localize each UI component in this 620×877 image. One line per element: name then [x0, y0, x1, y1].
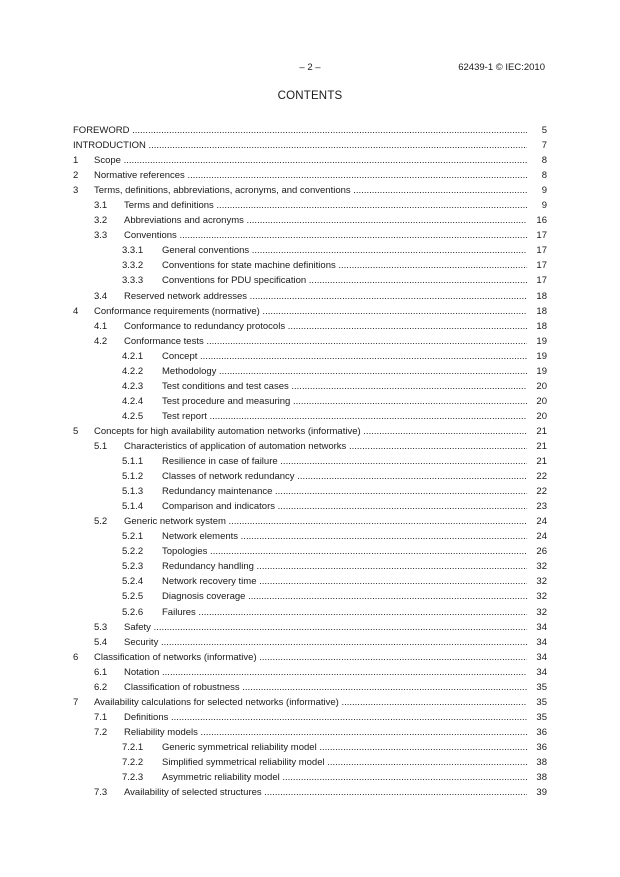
toc-entry-page: 8: [527, 168, 547, 183]
toc-entry-page: 34: [527, 635, 547, 650]
toc-entry-label: FOREWORD .....: [73, 123, 527, 138]
toc-entry[interactable]: [73, 740, 547, 755]
toc-entry-number: 5.1.1: [122, 456, 144, 468]
toc-entry-label: Classification of networks (informative) .....: [94, 650, 527, 665]
toc-entry-page: 18: [527, 304, 547, 319]
toc-entry-page: 22: [527, 469, 547, 484]
toc-entry-page: 34: [527, 620, 547, 635]
toc-entry-page: 21: [527, 424, 547, 439]
toc-entry[interactable]: [73, 439, 547, 454]
toc-entry-number: 5.3: [94, 621, 108, 633]
toc-entry[interactable]: [73, 680, 547, 695]
toc-entry[interactable]: [73, 228, 547, 243]
toc-entry[interactable]: [73, 213, 547, 228]
toc-entry[interactable]: [73, 183, 547, 198]
toc-entry-number: 4: [73, 305, 79, 317]
toc-entry-number: 3.2: [94, 215, 108, 227]
standard-reference: 62439-1 © IEC:2010: [458, 62, 545, 73]
toc-entry-page: 18: [527, 289, 547, 304]
toc-entry-label: Scope .....: [94, 153, 527, 168]
toc-entry-number: 4.2.3: [122, 380, 144, 392]
toc-entry[interactable]: [73, 289, 547, 304]
toc-entry[interactable]: [73, 273, 547, 288]
toc-entry-number: 7.2.3: [122, 772, 144, 784]
toc-entry-label: Topologies .....: [162, 544, 527, 559]
toc-entry-page: 26: [527, 544, 547, 559]
toc-entry[interactable]: [73, 559, 547, 574]
toc-entry-page: 17: [527, 228, 547, 243]
toc-entry-number: 5.1.4: [122, 501, 144, 513]
toc-entry-page: 19: [527, 364, 547, 379]
toc-entry[interactable]: [73, 424, 547, 439]
toc-entry-page: 36: [527, 725, 547, 740]
toc-entry-number: 4.2.4: [122, 395, 144, 407]
toc-entry[interactable]: [73, 304, 547, 319]
toc-entry[interactable]: [73, 123, 547, 138]
page-number: – 2 –: [299, 62, 321, 73]
toc-entry-page: 19: [527, 349, 547, 364]
toc-entry-label: Classes of network redundancy .....: [162, 469, 527, 484]
toc-entry-label: Terms and definitions .....: [124, 198, 527, 213]
toc-entry-number: 7.2: [94, 726, 108, 738]
toc-entry-label: Comparison and indicators .....: [162, 499, 527, 514]
toc-entry-page: 36: [527, 740, 547, 755]
toc-entry-number: 3.3.1: [122, 245, 144, 257]
toc-entry-page: 8: [527, 153, 547, 168]
toc-entry-page: 22: [527, 484, 547, 499]
toc-entry-label: Availability of selected structures .....: [124, 785, 527, 800]
toc-entry-label: Test conditions and test cases .....: [162, 379, 527, 394]
toc-entry-label: Classification of robustness .....: [124, 680, 527, 695]
toc-entry-label: Reliability models .....: [124, 725, 527, 740]
toc-entry[interactable]: [73, 785, 547, 800]
toc-entry[interactable]: [73, 258, 547, 273]
toc-entry-page: 32: [527, 589, 547, 604]
toc-entry-number: 5.1.3: [122, 486, 144, 498]
toc-entry-label: Asymmetric reliability model .....: [162, 770, 527, 785]
toc-entry-page: 16: [527, 213, 547, 228]
toc-entry-number: 7.1: [94, 711, 108, 723]
toc-entry-page: 19: [527, 334, 547, 349]
toc-entry-page: 35: [527, 710, 547, 725]
toc-entry[interactable]: [73, 454, 547, 469]
toc-entry-label: Notation .....: [124, 665, 527, 680]
toc-entry-number: 5.2.4: [122, 576, 144, 588]
toc-entry[interactable]: [73, 755, 547, 770]
toc-entry-label: Failures .....: [162, 605, 527, 620]
toc-entry[interactable]: [73, 379, 547, 394]
toc-entry[interactable]: [73, 725, 547, 740]
toc-entry-number: 5.2.6: [122, 606, 144, 618]
toc-entry[interactable]: [73, 409, 547, 424]
toc-entry-page: 32: [527, 574, 547, 589]
toc-entry-number: 6: [73, 651, 79, 663]
toc-entry-label: Generic network system .....: [124, 514, 527, 529]
toc-entry-page: 18: [527, 319, 547, 334]
toc-entry[interactable]: [73, 364, 547, 379]
toc-entry[interactable]: [73, 589, 547, 604]
toc-entry-label: Conformance tests .....: [124, 334, 527, 349]
toc-entry-page: 38: [527, 770, 547, 785]
toc-entry-label: Concept .....: [162, 349, 527, 364]
toc-entry-label: Conventions for state machine definitions .....: [162, 258, 527, 273]
toc-entry[interactable]: [73, 138, 547, 153]
toc-entry-number: 6.2: [94, 681, 108, 693]
toc-entry-number: 4.1: [94, 320, 108, 332]
toc-entry[interactable]: [73, 770, 547, 785]
toc-entry-page: 9: [527, 183, 547, 198]
toc-entry-number: 4.2.5: [122, 410, 144, 422]
toc-entry-label: General conventions .....: [162, 243, 527, 258]
toc-entry-page: 21: [527, 439, 547, 454]
toc-entry[interactable]: [73, 544, 547, 559]
toc-entry-page: 24: [527, 514, 547, 529]
toc-entry-page: 20: [527, 379, 547, 394]
toc-entry-page: 17: [527, 243, 547, 258]
toc-entry-label: Terms, definitions, abbreviations, acronyms, and conventions .....: [94, 183, 527, 198]
toc-entry-label: Test report .....: [162, 409, 527, 424]
toc-entry-number: 5: [73, 425, 79, 437]
toc-entry-page: 20: [527, 409, 547, 424]
toc-entry-label: Reserved network addresses .....: [124, 289, 527, 304]
toc-entry-label: Conformance to redundancy protocols .....: [124, 319, 527, 334]
toc-entry-label: Safety .....: [124, 620, 527, 635]
page-title: CONTENTS: [277, 90, 343, 102]
toc-entry[interactable]: [73, 153, 547, 168]
toc-entry-number: 7: [73, 696, 79, 708]
toc-entry-page: 24: [527, 529, 547, 544]
toc-entry-number: 5.4: [94, 636, 108, 648]
toc-entry-label: Conventions for PDU specification .....: [162, 273, 527, 288]
toc-entry-label: Definitions .....: [124, 710, 527, 725]
toc-entry-number: 5.1: [94, 440, 108, 452]
toc-entry-number: 7.2.2: [122, 756, 144, 768]
toc-entry[interactable]: [73, 349, 547, 364]
toc-entry-number: 5.1.2: [122, 471, 144, 483]
toc-entry-page: 32: [527, 605, 547, 620]
toc-entry-number: 5.2.2: [122, 546, 144, 558]
toc-entry-page: 34: [527, 665, 547, 680]
toc-entry-label: Security .....: [124, 635, 527, 650]
toc-entry-label: Generic symmetrical reliability model .....: [162, 740, 527, 755]
toc-entry[interactable]: [73, 168, 547, 183]
toc-entry-page: 5: [527, 123, 547, 138]
toc-entry-page: 9: [527, 198, 547, 213]
toc-entry[interactable]: [73, 635, 547, 650]
toc-entry-page: 7: [527, 138, 547, 153]
toc-entry-page: 35: [527, 695, 547, 710]
toc-entry-label: Redundancy maintenance .....: [162, 484, 527, 499]
toc-entry-page: 17: [527, 273, 547, 288]
toc-entry-page: 38: [527, 755, 547, 770]
toc-entry-label: Conventions .....: [124, 228, 527, 243]
toc-entry-label: Characteristics of application of automation networks .....: [124, 439, 527, 454]
toc-entry-number: 5.2.3: [122, 561, 144, 573]
toc-entry-label: Conformance requirements (normative) .....: [94, 304, 527, 319]
toc-entry[interactable]: [73, 605, 547, 620]
toc-entry-label: Resilience in case of failure .....: [162, 454, 527, 469]
toc-entry[interactable]: [73, 394, 547, 409]
toc-entry[interactable]: [73, 695, 547, 710]
toc-entry-number: 4.2.1: [122, 350, 144, 362]
toc-entry-number: 5.2: [94, 516, 108, 528]
toc-entry-page: 21: [527, 454, 547, 469]
toc-entry-number: 2: [73, 170, 79, 182]
toc-entry-label: Redundancy handling .....: [162, 559, 527, 574]
toc-entry-number: 6.1: [94, 666, 108, 678]
toc-entry-label: INTRODUCTION .....: [73, 138, 527, 153]
toc-entry[interactable]: [73, 484, 547, 499]
toc-entry-label: Simplified symmetrical reliability model .....: [162, 755, 527, 770]
toc-entry-label: Methodology .....: [162, 364, 527, 379]
toc-entry[interactable]: [73, 710, 547, 725]
toc-entry-number: 3.3: [94, 230, 108, 242]
toc-entry-number: 3.4: [94, 290, 108, 302]
toc-entry[interactable]: [73, 198, 547, 213]
toc-entry-page: 32: [527, 559, 547, 574]
toc-entry[interactable]: [73, 319, 547, 334]
toc-entry-page: 35: [527, 680, 547, 695]
toc-entry-page: 17: [527, 258, 547, 273]
toc-entry-number: 4.2.2: [122, 365, 144, 377]
toc-entry-number: 5.2.1: [122, 531, 144, 543]
toc-entry-label: Concepts for high availability automation networks (informative) .....: [94, 424, 527, 439]
toc-entry[interactable]: [73, 529, 547, 544]
toc-entry[interactable]: [73, 574, 547, 589]
toc-entry-label: Abbreviations and acronyms .....: [124, 213, 527, 228]
toc-entry-label: Test procedure and measuring .....: [162, 394, 527, 409]
toc-entry-label: Normative references .....: [94, 168, 527, 183]
toc-entry[interactable]: [73, 650, 547, 665]
toc-entry-number: 1: [73, 155, 79, 167]
toc-entry[interactable]: [73, 469, 547, 484]
toc-entry[interactable]: [73, 620, 547, 635]
toc-entry-page: 20: [527, 394, 547, 409]
toc-entry-label: Network elements .....: [162, 529, 527, 544]
toc-entry-number: 3.1: [94, 200, 108, 212]
toc-entry-page: 34: [527, 650, 547, 665]
toc-entry-number: 3: [73, 185, 79, 197]
toc-entry[interactable]: [73, 499, 547, 514]
toc-entry-page: 23: [527, 499, 547, 514]
toc-entry-number: 4.2: [94, 335, 108, 347]
toc-entry-label: Network recovery time .....: [162, 574, 527, 589]
toc-entry[interactable]: [73, 665, 547, 680]
table-of-contents: [73, 123, 547, 800]
toc-entry-page: 39: [527, 785, 547, 800]
toc-entry-number: 7.3: [94, 787, 108, 799]
toc-entry[interactable]: [73, 514, 547, 529]
toc-entry-label: Availability calculations for selected networks (informative) .....: [94, 695, 527, 710]
toc-entry[interactable]: [73, 243, 547, 258]
toc-entry-number: 3.3.3: [122, 275, 144, 287]
toc-entry-label: Diagnosis coverage .....: [162, 589, 527, 604]
toc-entry-number: 3.3.2: [122, 260, 144, 272]
toc-entry-number: 5.2.5: [122, 591, 144, 603]
toc-entry[interactable]: [73, 334, 547, 349]
toc-entry-number: 7.2.1: [122, 741, 144, 753]
